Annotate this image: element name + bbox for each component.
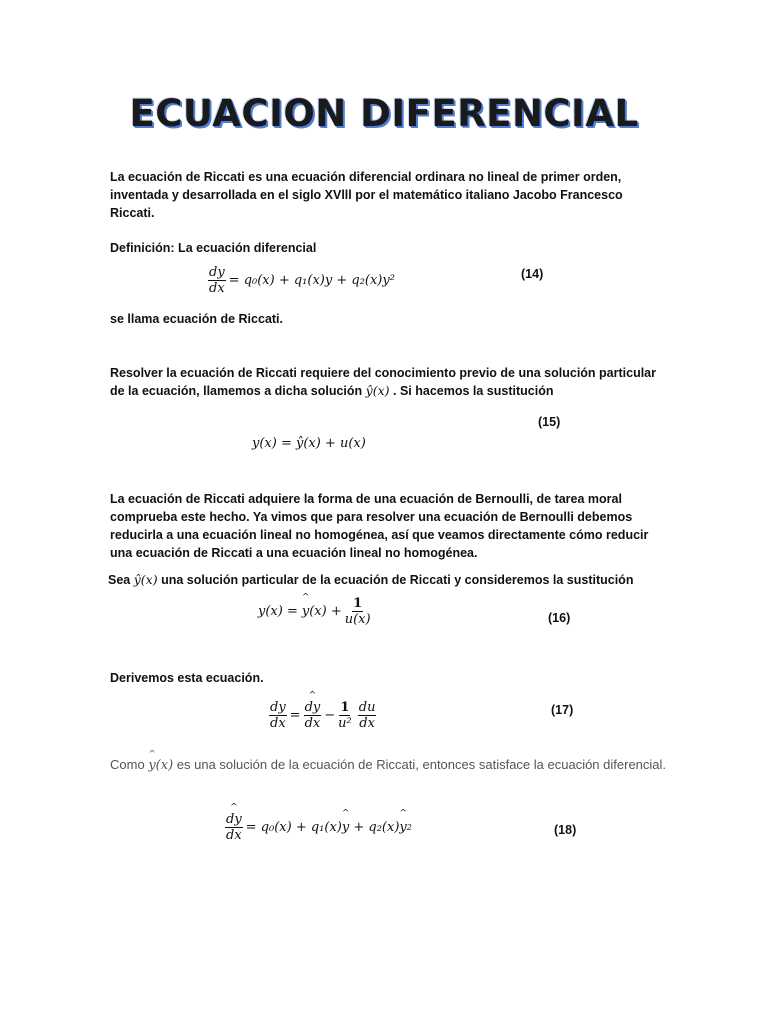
hat-symbol: ^: [148, 750, 156, 760]
como-text-end: es una solución de la ecuación de Riccati, entonces satisface la ecuación diferencial.: [176, 757, 667, 772]
hat-y: [304, 691, 321, 715]
definition-text: Definición: La ecuación diferencial: [110, 241, 317, 255]
y-symbol: y: [341, 820, 350, 835]
equation-18: [222, 803, 412, 843]
particular-solution-symbol: ŷ(x): [133, 572, 158, 587]
equals-sign: =: [289, 708, 301, 723]
como-paragraph: [110, 750, 670, 775]
derive-text: Derivemos esta ecuación.: [110, 671, 264, 685]
minus-sign: −: [324, 708, 336, 723]
y-symbol: y: [301, 604, 310, 619]
dy-symbol: dy: [304, 700, 321, 715]
fraction-numerator: dy: [270, 700, 286, 715]
equation-lhs: y(x) =: [258, 604, 298, 619]
bernoulli-paragraph: La ecuación de Riccati adquiere la forma de una ecuación de Bernoulli, de tarea moral comprueba este hecho. Ya vimos que para resolver una ecuación de Bernoulli debemos reducirla a una ecuación lineal no homogénea, así que veamos directamente cómo reducir una ecuación de Riccati a una ecuación lineal no homogénea.: [110, 492, 649, 560]
fraction-numerator: du: [358, 700, 376, 715]
equation-16: [258, 593, 374, 627]
solve-text-end: . Si hacemos la sustitución: [393, 384, 554, 398]
equation-number-18: (18): [554, 823, 577, 837]
reciprocal-fraction: [345, 596, 371, 627]
equation-number-16: (16): [548, 611, 571, 625]
fraction-denominator: dx: [270, 716, 286, 731]
fraction-denominator: dx: [226, 828, 242, 843]
equation-15: y(x) = ŷ(x) + u(x): [252, 436, 366, 451]
hat-y: [226, 803, 242, 827]
square-exponent: 2: [406, 823, 412, 832]
fraction-numerator: 1: [353, 596, 363, 611]
fraction-numerator: 1: [340, 700, 350, 715]
fraction-denominator: u(x): [344, 612, 371, 627]
dy-symbol: dy: [226, 812, 242, 827]
equation-14: [205, 265, 395, 296]
du-dx-fraction: [358, 700, 377, 731]
hat-y: [148, 750, 156, 775]
dyhat-dx-fraction: [225, 803, 243, 843]
hat-symbol: ^: [341, 809, 350, 819]
solve-text: Resolver la ecuación de Riccati requiere del conocimiento previo de una solución particular de la ecuación, llamemos a dicha solución: [110, 366, 656, 398]
equation-number-15: (15): [538, 415, 561, 429]
fraction-numerator: [225, 803, 243, 828]
document-title: ECUACION DIFERENCIAL: [129, 92, 639, 135]
sea-text: Sea: [108, 573, 131, 587]
hat-symbol: ^: [301, 593, 310, 603]
equation-17: [266, 691, 379, 731]
dy-dx-fraction: [269, 700, 287, 731]
hat-symbol: ^: [308, 691, 317, 701]
fraction-numerator: [304, 691, 322, 716]
fraction-denominator: dx: [209, 281, 225, 296]
equation-rhs-part1: = q₀(x) + q₁(x): [245, 820, 342, 835]
equation-number-17: (17): [551, 703, 574, 717]
sea-text-end: una solución particular de la ecuación de Riccati y consideremos la sustitución: [161, 573, 634, 587]
hat-y: [301, 593, 310, 619]
argument-symbol: (x): [155, 758, 174, 773]
derivative-fraction: [208, 265, 226, 296]
dyhat-dx-fraction: [304, 691, 322, 731]
sea-paragraph: [108, 571, 708, 589]
particular-solution-symbol: ŷ(x): [365, 383, 390, 398]
equation-rhs: = q₀(x) + q₁(x)y + q₂(x)y²: [228, 273, 395, 288]
intro-paragraph: La ecuación de Riccati es una ecuación diferencial ordinara no lineal de primer orden, inventada y desarrollada en el siglo XVlll por el matemático italiano Jacobo Francesco Riccati.: [110, 170, 623, 220]
y-symbol: y: [399, 820, 407, 835]
equation-middle: (x) +: [309, 604, 342, 619]
inverse-square-fraction: [338, 700, 352, 731]
fraction-denominator: u²: [338, 716, 352, 731]
hat-symbol: ^: [399, 809, 407, 819]
hat-y: [399, 809, 407, 835]
equation-number-14: (14): [521, 267, 544, 281]
hat-y: [341, 809, 350, 835]
y-symbol: y: [148, 758, 156, 773]
fraction-denominator: dx: [304, 716, 321, 731]
solve-paragraph: [110, 364, 670, 400]
hat-symbol: ^: [230, 803, 238, 813]
fraction-denominator: dx: [359, 716, 375, 731]
como-text: Como: [110, 757, 145, 772]
fraction-numerator: dy: [209, 265, 225, 280]
equation-rhs-part2: + q₂(x): [349, 820, 400, 835]
riccati-name-text: se llama ecuación de Riccati.: [110, 312, 283, 326]
